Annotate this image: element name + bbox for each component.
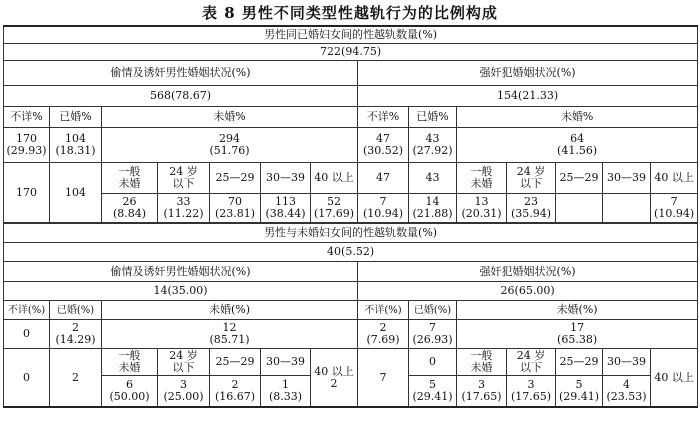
unmarried-rape-label: 强奸犯婚姻状况(%)	[358, 262, 698, 282]
married-rape-unmarried-pct: 64 (41.56)	[457, 128, 698, 163]
unmarried-header: 男性与未婚妇女间的性越轨数量(%)	[4, 224, 698, 243]
unmarried-rape-25-value: 5 (29.41)	[556, 376, 603, 408]
married-adultery-25-value: 70 (23.81)	[210, 194, 261, 223]
married-rape-married-pct: 43 (27.92)	[409, 128, 457, 163]
married-adultery-married-pct: 104 (18.31)	[50, 128, 102, 163]
married-rape-unknown-pct: 47 (30.52)	[358, 128, 409, 163]
married-rape-unmarried-header: 未婚%	[457, 107, 698, 128]
unmarried-adultery-24-value: 3 (25.00)	[158, 376, 210, 408]
married-total: 722(94.75)	[4, 44, 698, 61]
married-adultery-age-30: 30—39	[261, 163, 311, 194]
unmarried-rape-unknown-header: 不详(%)	[358, 301, 409, 320]
married-adultery-total: 568(78.67)	[4, 86, 358, 107]
unmarried-rape-married-pct: 7 (26.93)	[409, 320, 457, 349]
married-adultery-age-general: 一般 未婚	[102, 163, 158, 194]
unmarried-adultery-unknown-count: 0	[4, 349, 50, 408]
married-rape-age-30: 30—39	[603, 163, 651, 194]
married-rape-24-value: 23 (35.94)	[507, 194, 556, 223]
unmarried-adultery-married-header: 已婚(%)	[50, 301, 102, 320]
unmarried-total: 40(5.52)	[4, 243, 698, 262]
married-women-table	[3, 25, 698, 223]
unmarried-rape-unknown-count: 7	[358, 349, 409, 408]
unmarried-adultery-married-pct: 2 (14.29)	[50, 320, 102, 349]
unmarried-rape-age-40: 40 以上	[651, 349, 698, 408]
married-rape-married-sub: 14 (21.88)	[409, 194, 457, 223]
unmarried-rape-general-value: 3 (17.65)	[457, 376, 507, 408]
unmarried-adultery-25-value: 2 (16.67)	[210, 376, 261, 408]
unmarried-adultery-married-count: 2	[50, 349, 102, 408]
married-adultery-unknown-pct: 170 (29.93)	[4, 128, 50, 163]
married-header: 男性同已婚妇女间的性越轨数量(%)	[4, 26, 698, 44]
unmarried-adultery-30-value: 1 (8.33)	[261, 376, 311, 408]
married-adultery-age-24: 24 岁 以下	[158, 163, 210, 194]
married-adultery-age-25: 25—29	[210, 163, 261, 194]
unmarried-adultery-age-24: 24 岁 以下	[158, 349, 210, 376]
table-title: 表 8 男性不同类型性越轨行为的比例构成	[202, 4, 498, 22]
unmarried-adultery-age-40-cell	[311, 349, 358, 408]
unmarried-rape-age-24: 24 岁 以下	[507, 349, 556, 376]
unmarried-rape-unmarried-pct: 17 (65.38)	[457, 320, 698, 349]
unmarried-rape-age-25: 25—29	[556, 349, 603, 376]
married-adultery-general-value: 26 (8.84)	[102, 194, 158, 223]
unmarried-adultery-total: 14(35.00)	[4, 282, 358, 301]
married-adultery-40-value: 52 (17.69)	[311, 194, 358, 223]
unmarried-rape-married-sub: 5 (29.41)	[409, 376, 457, 408]
married-rape-age-40: 40 以上	[651, 163, 698, 194]
married-adultery-24-value: 33 (11.22)	[158, 194, 210, 223]
unmarried-rape-age-general: 一般 未婚	[457, 349, 507, 376]
married-adultery-unmarried-pct: 294 (51.76)	[102, 128, 358, 163]
married-rape-married-count: 43	[409, 163, 457, 194]
married-rape-married-header: 已婚%	[409, 107, 457, 128]
unmarried-rape-24-value: 3 (17.65)	[507, 376, 556, 408]
married-rape-age-24: 24 岁 以下	[507, 163, 556, 194]
married-adultery-unmarried-header: 未婚%	[102, 107, 358, 128]
married-rape-age-25: 25—29	[556, 163, 603, 194]
married-adultery-unknown-count: 170	[4, 163, 50, 223]
unmarried-rape-total: 26(65.00)	[358, 282, 698, 301]
unmarried-adultery-general-value: 6 (50.00)	[102, 376, 158, 408]
married-rape-unknown-header: 不详%	[358, 107, 409, 128]
married-adultery-label: 偷情及诱奸男性婚姻状况(%)	[4, 61, 358, 86]
married-rape-total: 154(21.33)	[358, 86, 698, 107]
unmarried-adultery-label: 偷情及诱奸男性婚姻状况(%)	[4, 262, 358, 282]
unmarried-adultery-40-value: 2	[330, 376, 338, 390]
married-rape-age-general: 一般 未婚	[457, 163, 507, 194]
unmarried-adultery-age-30: 30—39	[261, 349, 311, 376]
unmarried-rape-unknown-pct: 2 (7.69)	[358, 320, 409, 349]
unmarried-women-table	[3, 223, 698, 408]
married-rape-25-value	[556, 194, 603, 223]
married-adultery-unknown-header: 不详%	[4, 107, 50, 128]
unmarried-adultery-age-40: 40 以上	[314, 364, 354, 378]
unmarried-rape-age-30: 30—39	[603, 349, 651, 376]
married-adultery-married-count: 104	[50, 163, 102, 223]
unmarried-adultery-unmarried-pct: 12 (85.71)	[102, 320, 358, 349]
married-rape-40-value: 7 (10.94)	[651, 194, 698, 223]
married-rape-general-value: 13 (20.31)	[457, 194, 507, 223]
married-rape-unknown-sub: 7 (10.94)	[358, 194, 409, 223]
married-rape-30-value	[603, 194, 651, 223]
married-rape-label: 强奸犯婚姻状况(%)	[358, 61, 698, 86]
married-adultery-age-40: 40 以上	[311, 163, 358, 194]
unmarried-rape-30-value: 4 (23.53)	[603, 376, 651, 408]
married-adultery-married-header: 已婚%	[50, 107, 102, 128]
unmarried-adultery-unmarried-header: 未婚(%)	[102, 301, 358, 320]
married-rape-unknown-count: 47	[358, 163, 409, 194]
married-adultery-30-value: 113 (38.44)	[261, 194, 311, 223]
unmarried-adultery-unknown-pct: 0	[4, 320, 50, 349]
unmarried-rape-married-count: 0	[409, 349, 457, 376]
unmarried-adultery-age-25: 25—29	[210, 349, 261, 376]
unmarried-rape-married-header: 已婚(%)	[409, 301, 457, 320]
unmarried-rape-unmarried-header: 未婚(%)	[457, 301, 698, 320]
unmarried-adultery-unknown-header: 不详(%)	[4, 301, 50, 320]
unmarried-adultery-age-general: 一般 未婚	[102, 349, 158, 376]
